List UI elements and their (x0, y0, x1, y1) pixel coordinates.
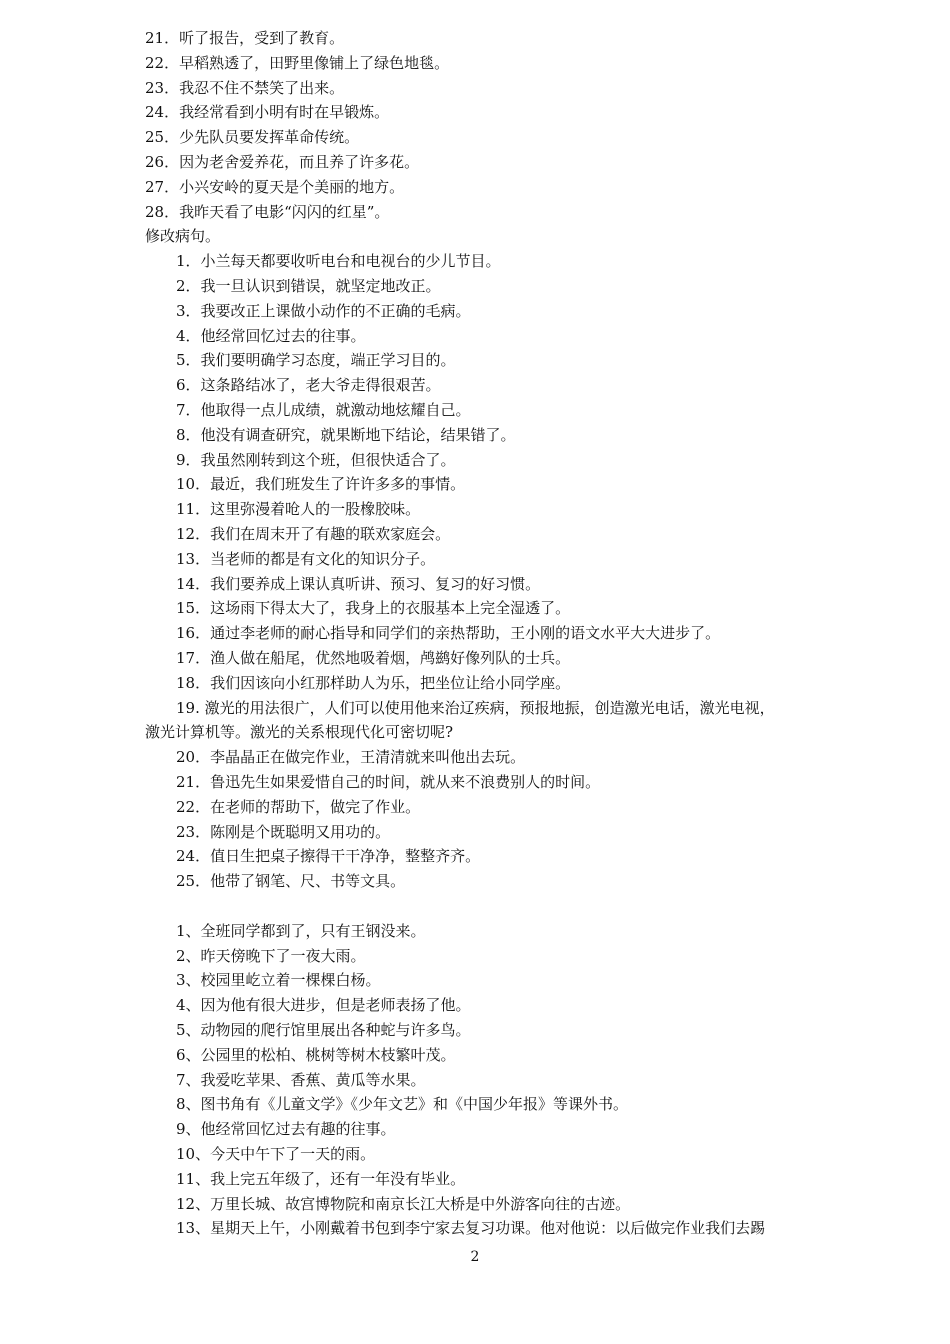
sentence-line: 4、因为他有很大进步，但是老师表扬了他。 (176, 996, 471, 1014)
sentence-line: 19. 激光的用法很广，人们可以使用他来治辽疾病，预报地振，创造激光电话，激光电视， (176, 699, 775, 717)
sentence-line: 22．在老师的帮助下，做完了作业。 (176, 798, 421, 816)
sentence-line: 13、星期天上午，小刚戴着书包到李宁家去复习功课。他对他说：以后做完作业我们去踢 (176, 1219, 766, 1237)
sentence-line: 18．我们因该向小红那样助人为乐，把坐位让给小同学座。 (176, 674, 571, 692)
sentence-line: 8、图书角有《儿童文学》《少年文艺》和《中国少年报》等课外书。 (176, 1095, 629, 1113)
sentence-line: 22．早稻熟透了，田野里像铺上了绿色地毯。 (145, 54, 450, 72)
sentence-line: 11、我上完五年级了，还有一年没有毕业。 (176, 1170, 466, 1188)
sentence-line: 25．少先队员要发挥革命传统。 (145, 128, 360, 146)
sentence-line: 16．通过李老师的耐心指导和同学们的亲热帮助，王小刚的语文水平大大进步了。 (176, 624, 721, 642)
sentence-line-continued: 激光计算机等。激光的关系根现代化可密切呢? (145, 723, 454, 741)
sentence-line: 12、万里长城、故宫博物院和南京长江大桥是中外游客向往的古迹。 (176, 1195, 631, 1213)
sentence-line: 10．最近，我们班发生了许许多多的事情。 (176, 475, 466, 493)
sentence-line: 2、昨天傍晚下了一夜大雨。 (176, 947, 366, 965)
sentence-line: 9．我虽然刚转到这个班，但很快适合了。 (176, 451, 456, 469)
sentence-line: 21．鲁迅先生如果爱惜自己的时间，就从来不浪费别人的时间。 (176, 773, 601, 791)
sentence-line: 11．这里弥漫着呛人的一股橡胶味。 (176, 500, 421, 518)
section-title: 修改病句。 (145, 227, 221, 245)
sentence-line: 7．他取得一点儿成绩，就激动地炫耀自己。 (176, 401, 471, 419)
sentence-line: 8．他没有调查研究，就果断地下结论，结果错了。 (176, 426, 516, 444)
sentence-line: 20．李晶晶正在做完作业，王清清就来叫他出去玩。 (176, 748, 526, 766)
sentence-line: 12．我们在周末开了有趣的联欢家庭会。 (176, 525, 451, 543)
sentence-line: 13．当老师的都是有文化的知识分子。 (176, 550, 436, 568)
sentence-line: 5．我们要明确学习态度，端正学习目的。 (176, 351, 456, 369)
sentence-line: 3、校园里屹立着一棵棵白杨。 (176, 971, 381, 989)
sentence-line: 24．我经常看到小明有时在早锻炼。 (145, 103, 390, 121)
sentence-line: 25．他带了钢笔、尺、书等文具。 (176, 872, 406, 890)
sentence-line: 17．渔人做在船尾，优然地吸着烟，鸬鹚好像列队的士兵。 (176, 649, 571, 667)
sentence-line: 5、动物园的爬行馆里展出各种蛇与许多鸟。 (176, 1021, 471, 1039)
sentence-line: 14．我们要养成上课认真听讲、预习、复习的好习惯。 (176, 575, 541, 593)
sentence-line: 4．他经常回忆过去的往事。 (176, 327, 366, 345)
sentence-line: 24．值日生把桌子擦得干干净净，整整齐齐。 (176, 847, 481, 865)
sentence-line: 9、他经常回忆过去有趣的往事。 (176, 1120, 396, 1138)
sentence-line: 27．小兴安岭的夏天是个美丽的地方。 (145, 178, 405, 196)
sentence-line: 26．因为老舍爱养花，而且养了许多花。 (145, 153, 420, 171)
sentence-line: 6．这条路结冰了，老大爷走得很艰苦。 (176, 376, 441, 394)
sentence-line: 1．小兰每天都要收听电台和电视台的少儿节目。 (176, 252, 501, 270)
sentence-line: 3．我要改正上课做小动作的不正确的毛病。 (176, 302, 471, 320)
sentence-line: 23．我忍不住不禁笑了出来。 (145, 79, 345, 97)
sentence-line: 7、我爱吃苹果、香蕉、黄瓜等水果。 (176, 1071, 426, 1089)
sentence-line: 10、今天中午下了一天的雨。 (176, 1145, 376, 1163)
sentence-line: 21．听了报告，受到了教育。 (145, 29, 345, 47)
sentence-line: 2．我一旦认识到错误，就坚定地改正。 (176, 277, 441, 295)
sentence-line: 6、公园里的松柏、桃树等树木枝繁叶茂。 (176, 1046, 456, 1064)
sentence-line: 23．陈刚是个既聪明又用功的。 (176, 823, 391, 841)
page-number: 2 (470, 1249, 480, 1265)
sentence-line: 28．我昨天看了电影“闪闪的红星”。 (145, 203, 390, 221)
sentence-line: 15．这场雨下得太大了，我身上的衣服基本上完全湿透了。 (176, 599, 571, 617)
sentence-line: 1、全班同学都到了，只有王钢没来。 (176, 922, 426, 940)
